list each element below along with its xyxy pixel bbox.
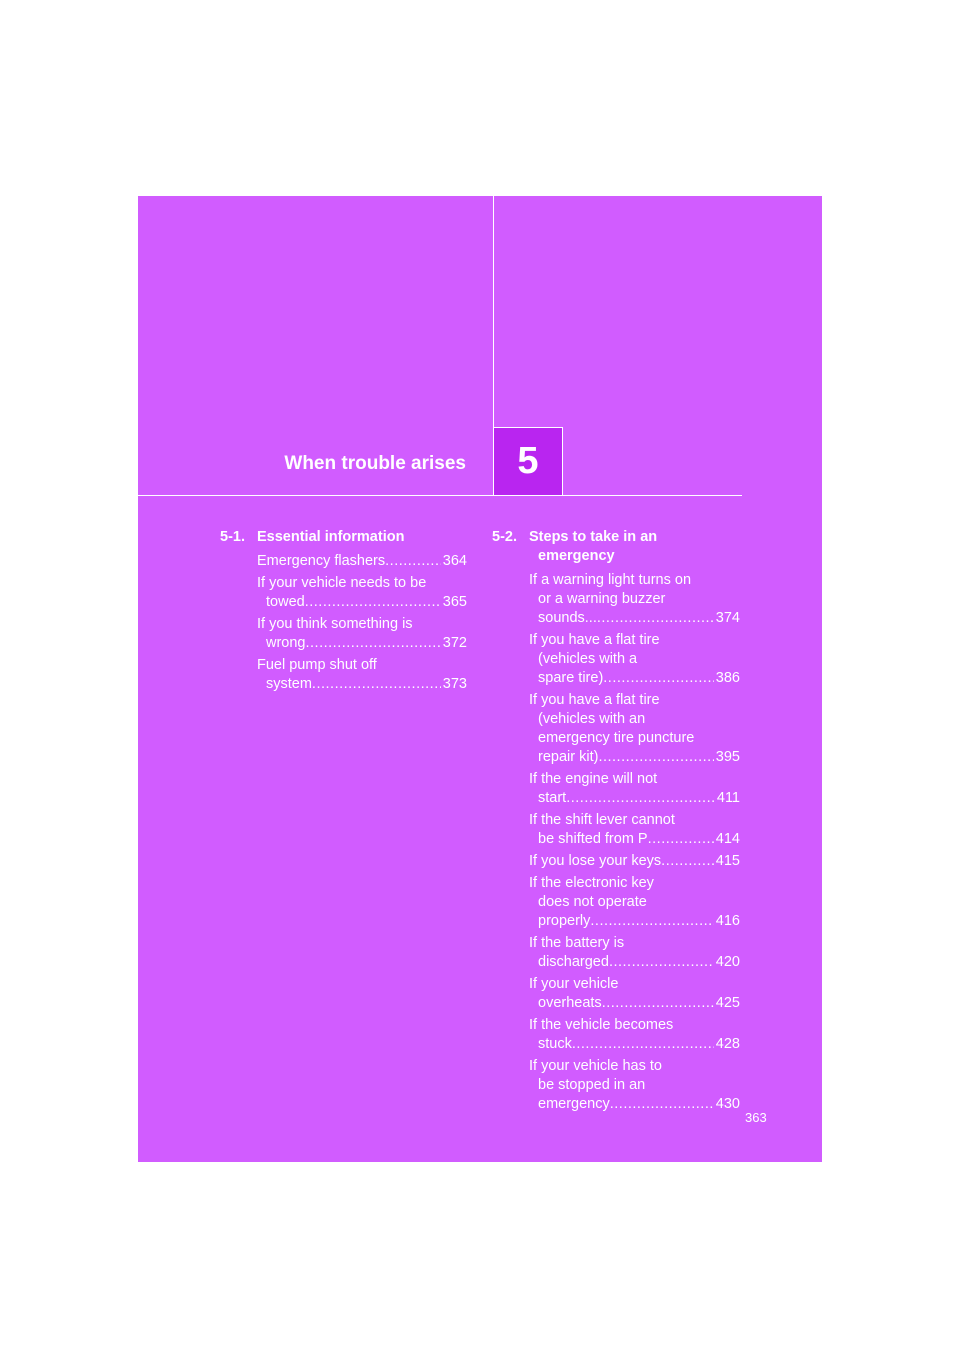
section-title: Essential information — [257, 529, 405, 545]
page-ref: 386 — [715, 670, 740, 686]
page-ref: 372 — [442, 635, 467, 651]
toc-entry-warning-light[interactable]: If a warning light turns on or a warning buzzer sounds... ..... 374 — [529, 571, 740, 628]
toc-entry-flat-tire-repair-kit[interactable]: If you have a flat tire (vehicles with an emergency tire puncture repair kit) ..... 395 — [529, 691, 740, 767]
toc-entry-lose-keys[interactable]: If you lose your keys ..... 415 — [529, 852, 740, 871]
toc-entry-something-wrong[interactable]: If you think something is wrong ..... 372 — [257, 615, 467, 653]
page-ref: 364 — [442, 553, 467, 569]
page-ref: 374 — [715, 610, 740, 626]
chapter-title: When trouble arises — [284, 453, 466, 474]
section-number: 5-1. — [220, 529, 245, 545]
toc-entry-flat-tire-spare[interactable]: If you have a flat tire (vehicles with a spare tire) ..... 386 — [529, 631, 740, 688]
toc-entry-emergency-stop[interactable]: If your vehicle has to be stopped in an emergency ..... 430 — [529, 1057, 740, 1114]
toc-entry-battery-discharged[interactable]: If the battery is discharged ..... 420 — [529, 934, 740, 972]
page-ref: 373 — [442, 676, 467, 692]
page-ref: 411 — [716, 790, 740, 806]
page-ref: 428 — [715, 1036, 740, 1052]
chapter-number: 5 — [517, 440, 539, 482]
section-5-2 — [492, 528, 740, 1117]
page-ref: 430 — [715, 1096, 740, 1112]
page-ref: 416 — [715, 913, 740, 929]
toc-entry-fuel-pump[interactable]: Fuel pump shut off system ..... 373 — [257, 656, 467, 694]
section-heading — [220, 528, 467, 547]
toc-entry-shift-lever[interactable]: If the shift lever cannot be shifted from P ..... 414 — [529, 811, 740, 849]
page-ref: 425 — [715, 995, 740, 1011]
toc-entry-overheats[interactable]: If your vehicle overheats ..... 425 — [529, 975, 740, 1013]
horizontal-divider — [138, 495, 742, 496]
section-heading — [492, 528, 740, 566]
section-5-1 — [220, 528, 467, 697]
toc-entry-engine-not-start[interactable]: If the engine will not start ..... 411 — [529, 770, 740, 808]
toc-entry-electronic-key[interactable]: If the electronic key does not operate properly ..... 416 — [529, 874, 740, 931]
section-number: 5-2. — [492, 529, 517, 545]
toc-entry-emergency-flashers[interactable]: Emergency flashers ..... 364 — [257, 552, 467, 571]
page-ref: 420 — [715, 954, 740, 970]
toc-entry-vehicle-stuck[interactable]: If the vehicle becomes stuck ..... 428 — [529, 1016, 740, 1054]
chapter-number-tab — [494, 427, 563, 495]
page-ref: 415 — [715, 853, 740, 869]
page-number: 363 — [745, 1110, 767, 1125]
toc-entry-towed[interactable]: If your vehicle needs to be towed ..... 365 — [257, 574, 467, 612]
page-ref: 365 — [442, 594, 467, 610]
page-ref: 395 — [715, 749, 740, 765]
page-ref: 414 — [715, 831, 740, 847]
section-title: Steps to take in an emergency — [529, 529, 658, 564]
